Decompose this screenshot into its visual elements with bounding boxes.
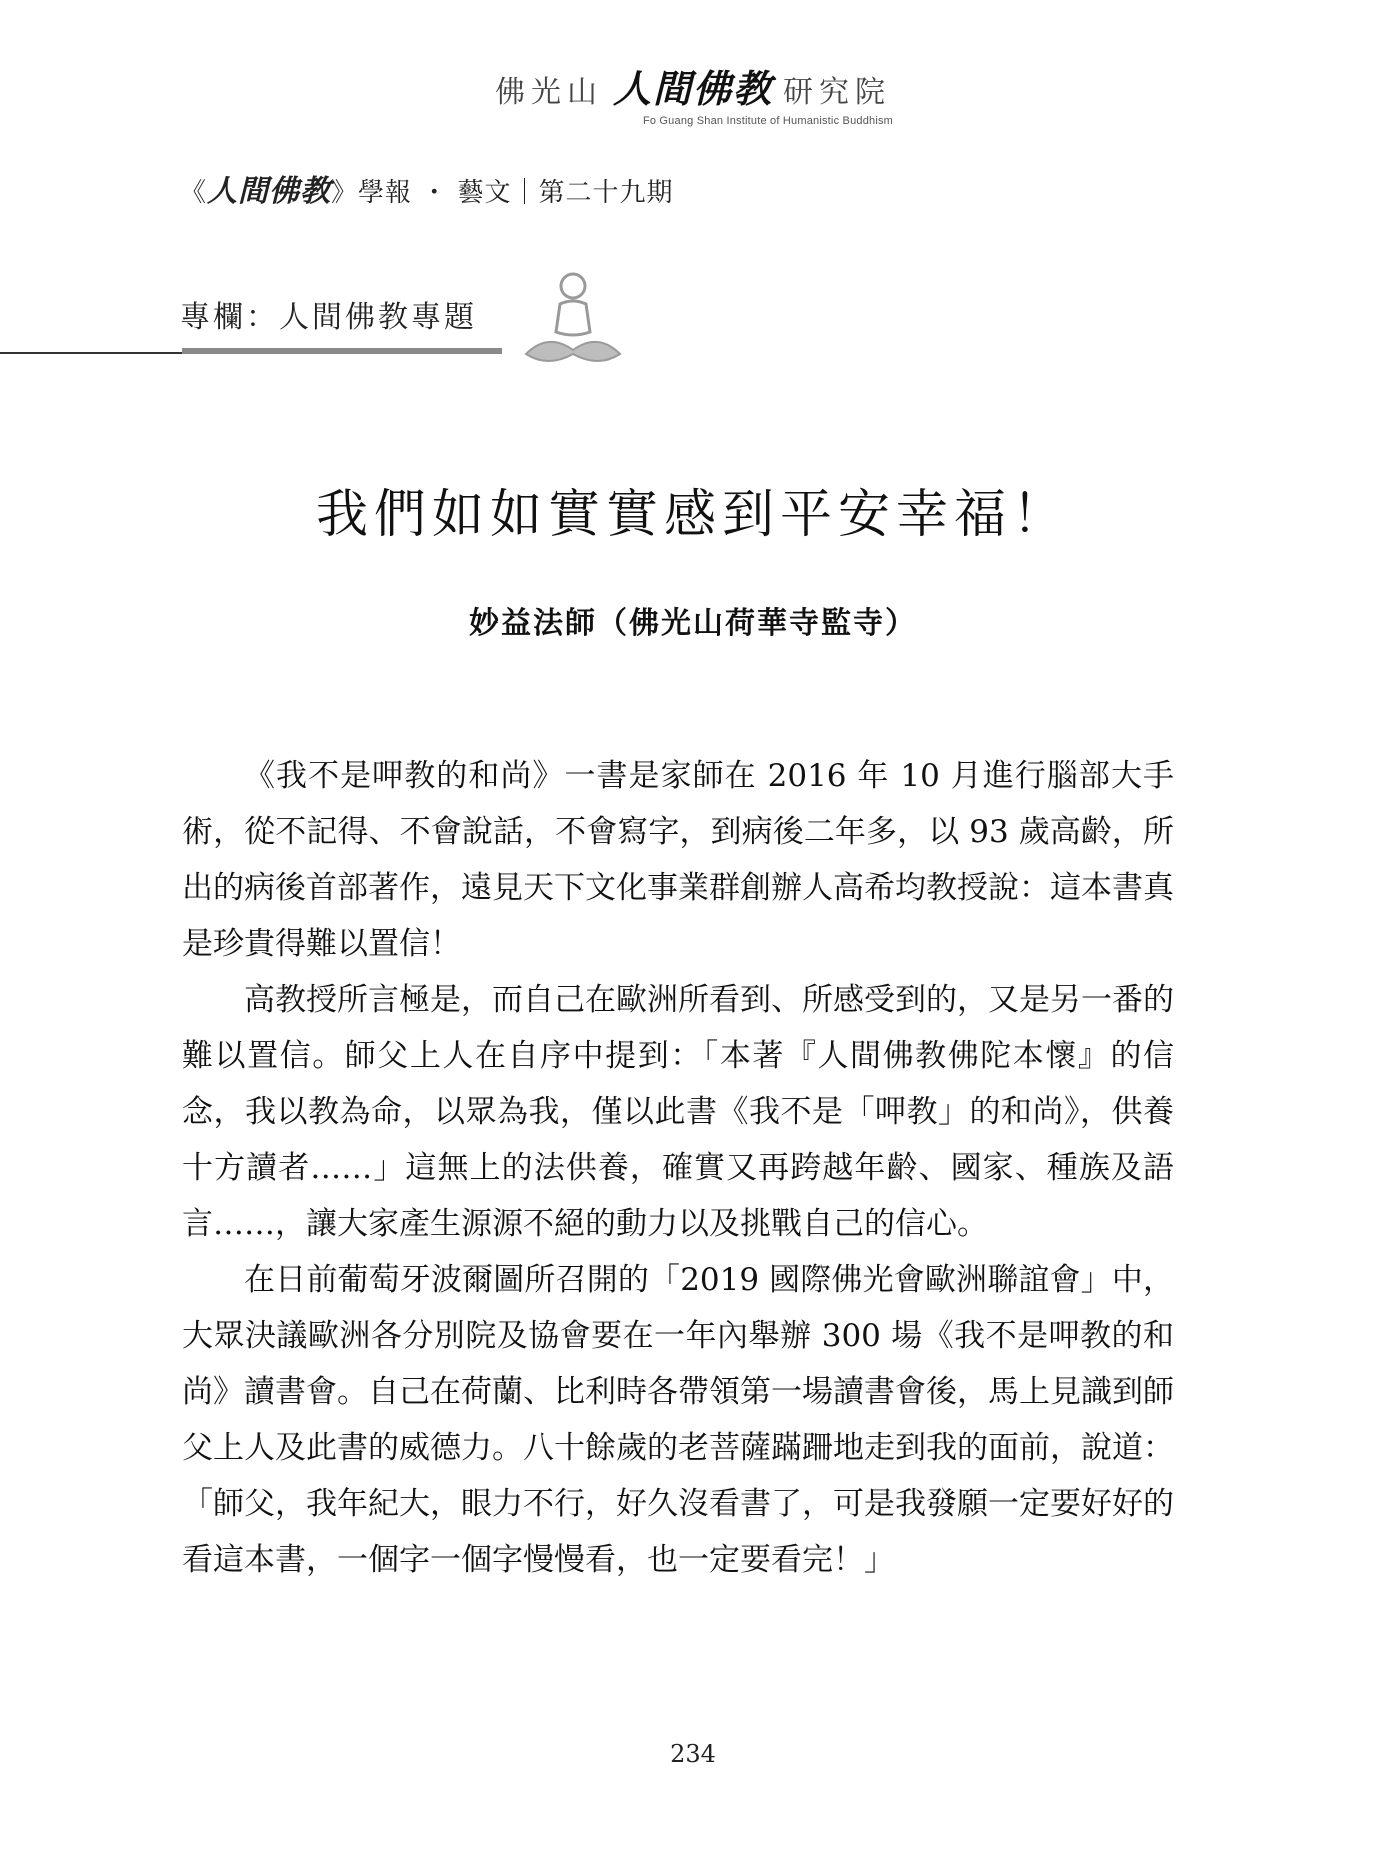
page-number: 234 [670,1740,716,1768]
paragraph: 高教授所言極是，而自己在歐洲所看到、所感受到的，又是另一番的難以置信。師父上人在自序中提到：「本著『人間佛教佛陀本懷』的信念，我以教為命，以眾為我，僅以此書《我不是「呷教」的和尚》，供養十方讀者……」這無上的法供養，確實又再跨越年齡、國家、種族及語言……，讓大家產生源源不絕的動力以及挑戰自己的信心。 [182,982,1174,1242]
masthead [0,58,1386,127]
paragraph: 在日前葡萄牙波爾圖所召開的「2019 國際佛光會歐洲聯誼會」中，大眾決議歐洲各分別院及協會要在一年內舉辦 300 場《我不是呷教的和尚》讀書會。自己在荷蘭、比利時各帶領第一場讀書會後，馬上見識到師父上人及此書的威德力。八十餘歲的老菩薩蹣跚地走到我的面前，說道：「師父，我年紀大，眼力不行，好久沒看書了，可是我發願一定要好好的看這本書，一個字一個字慢慢看，也一定要看完！」 [182,1262,1174,1578]
journal-issue-line [180,166,674,210]
column-label: 專欄：人間佛教專題 [180,300,477,335]
masthead-title [495,58,891,113]
masthead-left-text: 佛光山 [494,75,603,110]
journal-open-bracket: 《 [180,178,208,208]
journal-issue-text: 》學報 ・ 藝文｜第二十九期 [331,178,674,208]
article-author: 妙益法師（佛光山荷華寺監寺） [469,606,917,641]
paragraph: 《我不是呷教的和尚》一書是家師在 2016 年 10 月進行腦部大手術，從不記得、不會說話，不會寫字，到病後二年多，以 93 歲高齡，所出的病後首部著作，遠見天下文化事業群創辦人高希均教授說：這本書真是珍貴得難以置信！ [182,758,1174,962]
meditating-figure-icon [518,270,628,374]
article-body [182,748,1174,1588]
journal-brand: 人間佛教 [207,174,332,209]
masthead-english-subtitle: Fo Guang Shan Institute of Humanistic Buddhism [642,115,894,127]
masthead-brand-logo: 人間佛教 [612,66,773,111]
article-title: 我們如如實實感到平安幸福！ [315,485,1070,545]
masthead-right-text: 研究院 [783,75,891,110]
column-divider-bar [182,348,502,354]
